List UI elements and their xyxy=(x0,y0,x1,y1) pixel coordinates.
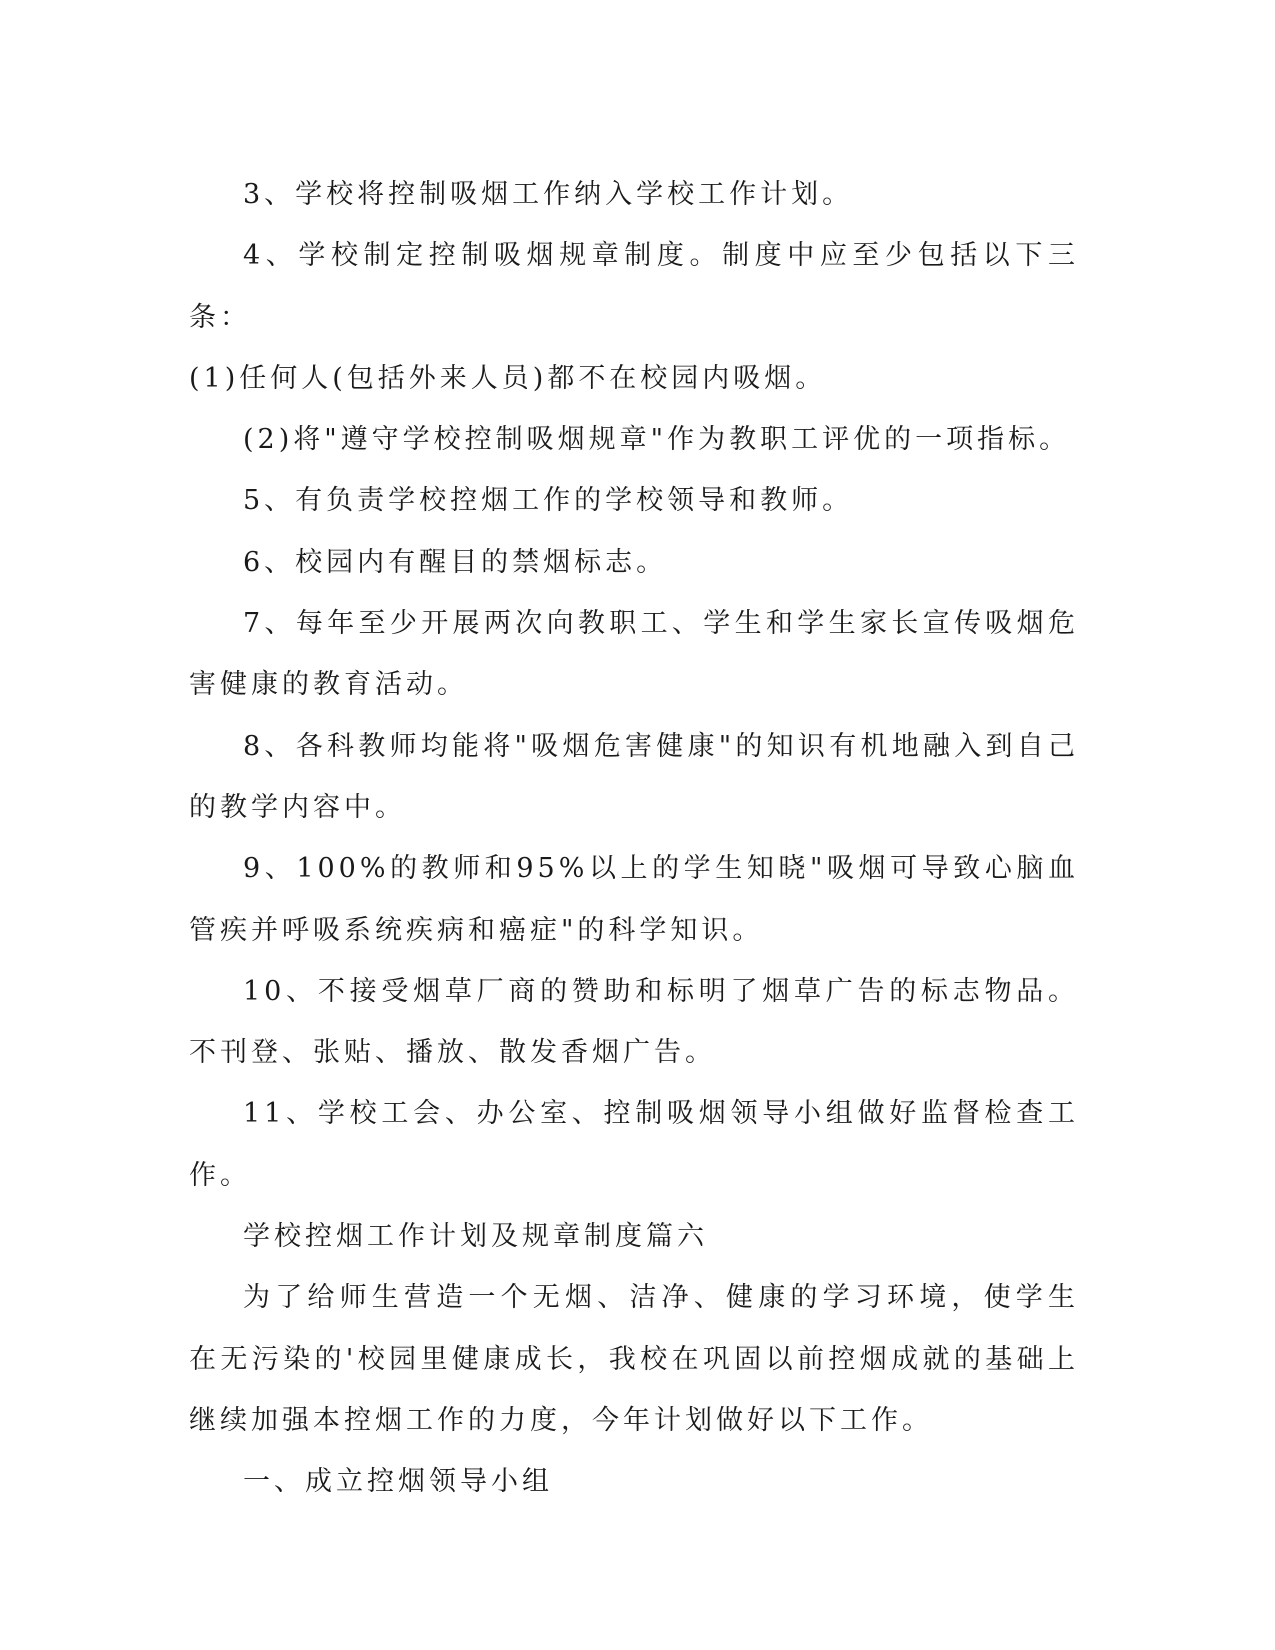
section-heading: 学校控烟工作计划及规章制度篇六 xyxy=(243,1221,708,1253)
paragraph-subitem-1: (1)任何人(包括外来人员)都不在校园内吸烟。 xyxy=(189,362,827,394)
paragraph-item-4: 4、学校制定控制吸烟规章制度。制度中应至少包括以下三条： xyxy=(189,240,1079,333)
paragraph-item-5: 5、有负责学校控烟工作的学校领导和教师。 xyxy=(243,485,854,517)
paragraph-item-8: 8、各科教师均能将"吸烟危害健康"的知识有机地融入到自己的教学内容中。 xyxy=(189,730,1079,823)
paragraph-item-9: 9、100%的教师和95%以上的学生知晓"吸烟可导致心脑血管疾并呼吸系统疾病和癌症"的科学知识。 xyxy=(189,853,1079,946)
subsection-heading: 一、成立控烟领导小组 xyxy=(243,1466,553,1498)
paragraph-item-3: 3、学校将控制吸烟工作纳入学校工作计划。 xyxy=(243,179,854,210)
paragraph-item-11: 11、学校工会、办公室、控制吸烟领导小组做好监督检查工作。 xyxy=(189,1098,1079,1191)
paragraph-item-7: 7、每年至少开展两次向教职工、学生和学生家长宣传吸烟危害健康的教育活动。 xyxy=(189,608,1079,701)
paragraph-item-10: 10、不接受烟草厂商的赞助和标明了烟草广告的标志物品。不刊登、张贴、播放、散发香烟广告。 xyxy=(189,975,1079,1069)
intro-paragraph: 为了给师生营造一个无烟、洁净、健康的学习环境，使学生在无污染的'校园里健康成长，我校在巩固以前控烟成就的基础上继续加强本控烟工作的力度，今年计划做好以下工作。 xyxy=(189,1282,1079,1436)
document-body xyxy=(189,164,1079,1513)
paragraph-subitem-2: (2)将"遵守学校控制吸烟规章"作为教职工评优的一项指标。 xyxy=(243,424,1071,456)
paragraph-item-6: 6、校园内有醒目的禁烟标志。 xyxy=(243,546,668,578)
